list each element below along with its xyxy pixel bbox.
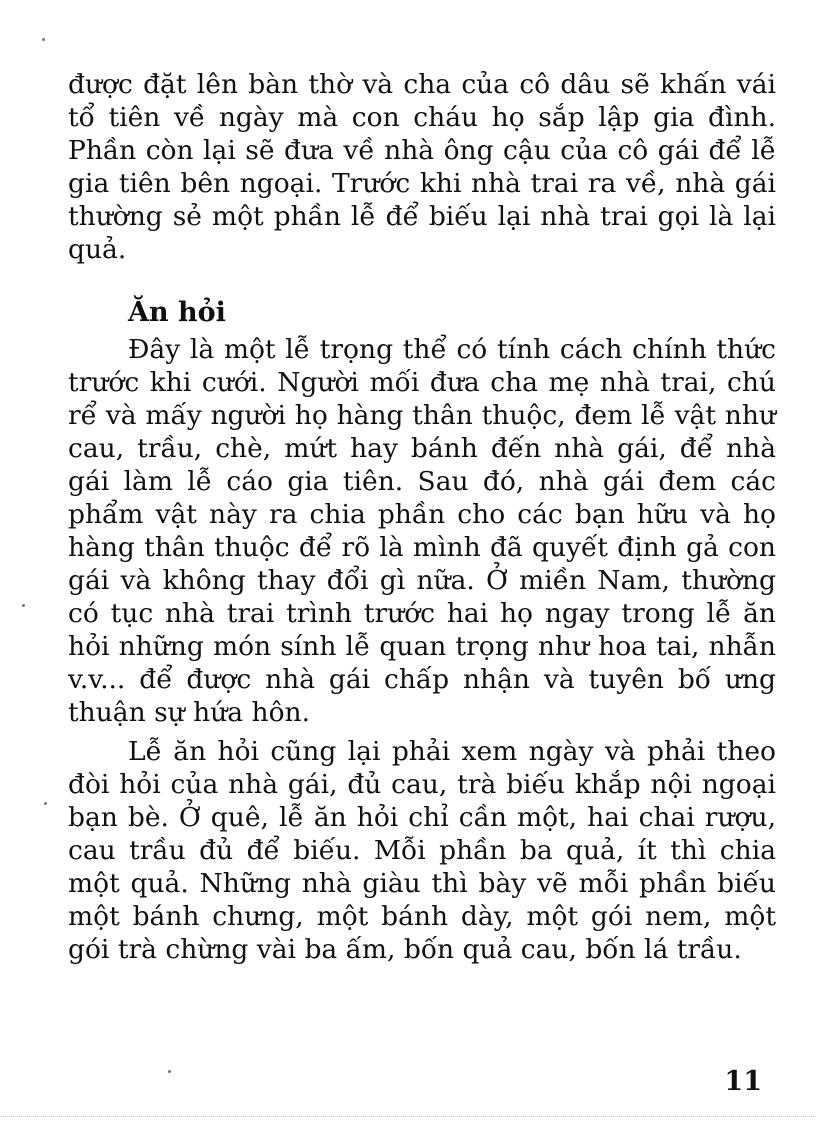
scan-speck [42, 38, 45, 41]
page-number: 11 [724, 1066, 762, 1097]
paragraph-an-hoi-details: Lễ ăn hỏi cũng lại phải xem ngày và phải theo đòi hỏi của nhà gái, đủ cau, trà biếu khắp nội ngoại bạn bè. Ở quê, lễ ăn hỏi chỉ cần một, hai chai rượu, cau trầu đủ để biếu. Mỗi phần ba quả, ít thì chia một quả. Những nhà giàu thì bày vẽ mỗi phần biếu một bánh chưng, một bánh dày, một gói nem, một gói trà chừng vài ba ấm, bốn quả cau, bốn lá trầu. [68, 736, 776, 965]
scan-speck [168, 1070, 171, 1073]
section-heading: Ăn hỏi [128, 297, 226, 328]
paragraph-an-hoi-intro: Đây là một lễ trọng thể có tính cách chính thức trước khi cưới. Người mối đưa cha mẹ nhà trai, chú rể và mấy người họ hàng thân thuộc, đem lễ vật như cau, trầu, chè, mứt hay bánh đến nhà gái, để nhà gái làm lễ cáo gia tiên. Sau đó, nhà gái đem các phẩm vật này ra chia phần cho các bạn hữu và họ hàng thân thuộc để rõ là mình đã quyết định gả con gái và không thay đổi gì nữa. Ở miền Nam, thường có tục nhà trai trình trước hai họ ngay trong lễ ăn hỏi những món sính lễ quan trọng như hoa tai, nhẫn v.v... để được nhà gái chấp nhận và tuyên bố ưng thuận sự hứa hôn. [68, 334, 776, 728]
paragraph-continuation: được đặt lên bàn thờ và cha của cô dâu sẽ khấn vái tổ tiên về ngày mà con cháu họ sắp lập gia đình. Phần còn lại sẽ đưa về nhà ông cậu của cô gái để lễ gia tiên bên ngoại. Trước khi nhà trai ra về, nhà gái thường sẻ một phần lễ để biếu lại nhà trai gọi là lại quả. [68, 69, 776, 265]
scan-edge-line [0, 1116, 816, 1117]
scan-speck [44, 802, 47, 805]
body-text [68, 68, 776, 966]
scan-speck [22, 604, 25, 607]
